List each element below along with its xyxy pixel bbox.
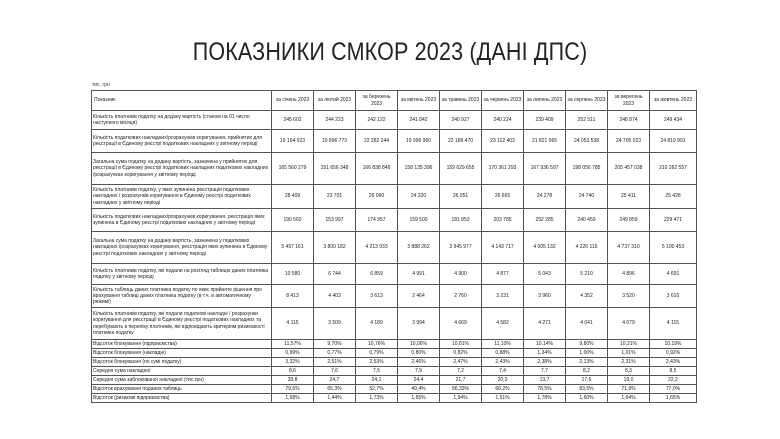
header-month: за серпень 2023 — [566, 91, 608, 111]
table-cell: 159 629 655 — [440, 153, 482, 185]
row-label: Кількість таблиць даних платника податку по яких прийняте рішення про врахування таблиці даних платника податку (в т.ч. в автоматичному режимі) — [92, 285, 272, 308]
table-cell: 229 471 — [650, 209, 697, 232]
table-cell: 241 842 — [398, 111, 440, 130]
row-label: Загальна сума податку на додану вартість, зазначена у прийнятих для реєстрації в Єдиному реєстрі податкових накладних податкових накладних /розрахунках коригування у звітному періоді — [92, 153, 272, 185]
table-cell: 10,21% — [608, 340, 650, 349]
table-cell: 292 285 — [524, 209, 566, 232]
table-row — [92, 308, 697, 340]
table-cell: 248 874 — [608, 111, 650, 130]
table-header-row — [92, 91, 697, 111]
table-cell: 7,2 — [440, 367, 482, 376]
header-month: за лютий 2023 — [314, 91, 356, 111]
table-cell: 242 122 — [356, 111, 398, 130]
table-row — [92, 264, 697, 285]
table-cell: 4 691 — [650, 264, 697, 285]
table-cell: 1,94% — [440, 394, 482, 403]
table-cell: 1,65% — [398, 394, 440, 403]
table-cell: 22 189 470 — [440, 130, 482, 153]
table-cell: 153 997 — [314, 209, 356, 232]
table-cell: 1,78% — [524, 394, 566, 403]
table-cell: 24,4 — [398, 376, 440, 385]
table-cell: 65,3% — [314, 385, 356, 394]
table-cell: 3,32% — [272, 358, 314, 367]
table-cell: 11,57% — [272, 340, 314, 349]
table-cell: 244 223 — [314, 111, 356, 130]
table-cell: 5 043 — [524, 264, 566, 285]
table-cell: 4 115 — [272, 308, 314, 340]
table-cell: 7,5 — [356, 367, 398, 376]
row-label: Середня сума накладної — [92, 367, 272, 376]
page-title: ПОКАЗНИКИ СМКОР 2023 (ДАНІ ДПС) — [192, 38, 588, 66]
table-cell: 19,0 — [608, 376, 650, 385]
table-cell: 71,9% — [608, 385, 650, 394]
table-cell: 13,7 — [524, 376, 566, 385]
table-cell: 6 859 — [356, 264, 398, 285]
table-row — [92, 185, 697, 209]
table-cell: 2 464 — [398, 285, 440, 308]
table-cell: 2,47% — [440, 358, 482, 367]
table-cell: 4 005 132 — [524, 232, 566, 264]
table-cell: 4 877 — [482, 264, 524, 285]
table-cell: 21 821 065 — [524, 130, 566, 153]
header-month: за червень 2023 — [482, 91, 524, 111]
table-cell: 17,6 — [566, 376, 608, 385]
table-row — [92, 340, 697, 349]
header-indicator: Показник — [92, 91, 272, 111]
table-cell: 4 226 115 — [566, 232, 608, 264]
table-row — [92, 394, 697, 403]
table-cell: 19 164 923 — [272, 130, 314, 153]
table-cell: 8 413 — [272, 285, 314, 308]
table-cell: 1,91% — [482, 394, 524, 403]
table-cell: 25 411 — [608, 185, 650, 209]
table-cell: 190 560 — [272, 209, 314, 232]
table-row — [92, 130, 697, 153]
table-cell: 22 282 244 — [356, 130, 398, 153]
table-cell: 3 509 — [314, 308, 356, 340]
table-cell: 240 224 — [482, 111, 524, 130]
table-cell: 1,65% — [650, 394, 697, 403]
table-cell: 24 278 — [524, 185, 566, 209]
table-cell: 2,43% — [482, 358, 524, 367]
table-cell: 245 602 — [272, 111, 314, 130]
table-cell: 7,9 — [398, 367, 440, 376]
table-cell: 1,73% — [356, 394, 398, 403]
table-cell: 3 994 — [398, 308, 440, 340]
table-cell: 25 428 — [650, 185, 697, 209]
table-cell: 11,10% — [482, 340, 524, 349]
table-cell: 4 896 — [608, 264, 650, 285]
table-cell: 2,53% — [356, 358, 398, 367]
table-cell: 2,13% — [566, 358, 608, 367]
row-label: Кількість платників податку, у яких зупинена реєстрація податкових накладних / розрахунків коригування в Єдиному реєстрі податкових накладних у звітному періоді — [92, 185, 272, 209]
table-cell: 4 079 — [608, 308, 650, 340]
table-cell: 23 701 — [314, 185, 356, 209]
table-cell: 3 809 182 — [314, 232, 356, 264]
table-cell: 9,70% — [314, 340, 356, 349]
table-cell: 3 613 — [356, 285, 398, 308]
header-month: за січень 2023 — [272, 91, 314, 111]
table-cell: 8,3 — [608, 367, 650, 376]
table-cell: 203 785 — [482, 209, 524, 232]
table-cell: 239 409 — [524, 111, 566, 130]
table-cell: 22,2 — [650, 376, 697, 385]
table-cell: 2 760 — [440, 285, 482, 308]
row-label: Відсоток блокування (підприємства) — [92, 340, 272, 349]
table-row — [92, 376, 697, 385]
table-cell: 77,0% — [650, 385, 697, 394]
header-month: за травень 2023 — [440, 91, 482, 111]
table-cell: 3 610 — [650, 285, 697, 308]
table-cell: 52,7% — [356, 385, 398, 394]
table-cell: 170 361 293 — [482, 153, 524, 185]
table-cell: 4 271 — [524, 308, 566, 340]
table-cell: 10,76% — [356, 340, 398, 349]
table-cell: 1,00% — [566, 349, 608, 358]
table-cell: 24,1 — [356, 376, 398, 385]
table-cell: 10 580 — [272, 264, 314, 285]
table-cell: 78,5% — [524, 385, 566, 394]
table-cell: 4 115 — [650, 308, 697, 340]
table-cell: 24 320 — [398, 185, 440, 209]
table-cell: 174 957 — [356, 209, 398, 232]
table-cell: 166 838 849 — [356, 153, 398, 185]
table-cell: 1,60% — [566, 394, 608, 403]
table-row — [92, 285, 697, 308]
table-cell: 7,7 — [524, 367, 566, 376]
table-cell: 4 352 — [566, 285, 608, 308]
table-cell: 240 459 — [566, 209, 608, 232]
table-cell: 3 888 262 — [398, 232, 440, 264]
table-cell: 0,79% — [356, 349, 398, 358]
row-label: Відсоток блокування (по сумі податку) — [92, 358, 272, 367]
table-cell: 0,80% — [398, 349, 440, 358]
table-cell: 24 053 538 — [566, 130, 608, 153]
table-cell: 10,06% — [398, 340, 440, 349]
table-row — [92, 358, 697, 367]
table-cell: 24 819 991 — [650, 130, 697, 153]
table-cell: 2,46% — [398, 358, 440, 367]
table-cell: 66,2% — [482, 385, 524, 394]
table-cell: 19 896 773 — [314, 130, 356, 153]
row-label: Кількість платників податку, які подали на розгляд таблицю даних платника податку у звітному періоді — [92, 264, 272, 285]
table-cell: 49,4% — [398, 385, 440, 394]
table-cell: 10,81% — [440, 340, 482, 349]
table-cell: 28,8 — [272, 376, 314, 385]
table-cell: 2,38% — [524, 358, 566, 367]
table-cell: 159 500 — [398, 209, 440, 232]
table-row — [92, 111, 697, 130]
table-row — [92, 232, 697, 264]
table-cell: 5 100 453 — [650, 232, 697, 264]
table-cell: 9,80% — [566, 340, 608, 349]
table-cell: 3 231 — [482, 285, 524, 308]
table-cell: 1,34% — [524, 349, 566, 358]
table-cell: 6 744 — [314, 264, 356, 285]
header-month: за жовтень 2023 — [650, 91, 697, 111]
table-cell: 167 936 597 — [524, 153, 566, 185]
header-month: за квітень 2023 — [398, 91, 440, 111]
table-cell: 7,4 — [482, 367, 524, 376]
row-label: Кількість платників податку, які подали податкові накладні / розрахунки коригування для реєстрації в Єдиному реєстрі податкових накладних та перебувають в переліку платників, які відповідають критеріям ризиковості платника податку — [92, 308, 272, 340]
row-label: Відсоток (ризикові підприємства) — [92, 394, 272, 403]
table-cell: 0,82% — [440, 349, 482, 358]
table-cell: 26 665 — [482, 185, 524, 209]
table-cell: 8,2 — [566, 367, 608, 376]
header-month: за вересень 2023 — [608, 91, 650, 111]
table-cell: 56,33% — [440, 385, 482, 394]
table-cell: 210 262 557 — [650, 153, 697, 185]
table-cell: 252 511 — [566, 111, 608, 130]
table-cell: 83,5% — [566, 385, 608, 394]
table-cell: 198 056 785 — [566, 153, 608, 185]
table-cell: 181 853 — [440, 209, 482, 232]
header-month: за березень 2023 — [356, 91, 398, 111]
table-cell: 4 143 717 — [482, 232, 524, 264]
table-row — [92, 367, 697, 376]
table-cell: 7,6 — [314, 367, 356, 376]
table-row — [92, 349, 697, 358]
table-cell: 2,51% — [314, 358, 356, 367]
row-label: Кількість податкових накладних/розрахунків коригування, прийнятих для реєстрації в Єдиному реєстрі податкових накладних у звітному періоді — [92, 130, 272, 153]
table-row — [92, 153, 697, 185]
table-cell: 249 859 — [608, 209, 650, 232]
table-cell: 4 582 — [482, 308, 524, 340]
table-cell: 3 945 977 — [440, 232, 482, 264]
table-cell: 240 927 — [440, 111, 482, 130]
table-cell: 4 991 — [398, 264, 440, 285]
table-cell: 205 457 038 — [608, 153, 650, 185]
table-cell: 151 656 348 — [314, 153, 356, 185]
row-label: Загальна сума податку на додану вартість, зазначена у податкових накладних /розрахунках коригування, реєстрація яких зупинена в Єдиному реєстрі податкових накладних у звітному періоді — [92, 232, 272, 264]
table-cell: 5 497 161 — [272, 232, 314, 264]
table-cell: 24 705 023 — [608, 130, 650, 153]
table-cell: 249 434 — [650, 111, 697, 130]
row-label: Відсоток врахування поданих таблиць — [92, 385, 272, 394]
table-cell: 4 189 — [356, 308, 398, 340]
row-label: Кількість податкових накладних/розрахунків коригування, реєстрація яких зупинена в Єдиному реєстрі податкових накладних у звітному періоді — [92, 209, 272, 232]
table-cell: 4 041 — [566, 308, 608, 340]
table-cell: 4 213 933 — [356, 232, 398, 264]
table-cell: 8,5 — [650, 367, 697, 376]
table-cell: 3 520 — [608, 285, 650, 308]
table-cell: 0,99% — [272, 349, 314, 358]
unit-label: тис. грн — [92, 82, 110, 88]
table-row — [92, 385, 697, 394]
table-cell: 79,5% — [272, 385, 314, 394]
table-cell: 158 135 396 — [398, 153, 440, 185]
table-cell: 4 669 — [440, 308, 482, 340]
table-cell: 4 900 — [440, 264, 482, 285]
table-cell: 24,7 — [314, 376, 356, 385]
table-body — [92, 111, 697, 403]
table-cell: 2,31% — [608, 358, 650, 367]
table-cell: 26 051 — [440, 185, 482, 209]
table-cell: 8,6 — [272, 367, 314, 376]
row-label: Кількість платників податку на додану вартість (станом на 01 число наступного місяця) — [92, 111, 272, 130]
table-cell: 1,01% — [608, 349, 650, 358]
table-cell: 1,68% — [272, 394, 314, 403]
indicators-table — [91, 90, 697, 403]
table-cell: 0,92% — [650, 349, 697, 358]
table-cell: 5 210 — [566, 264, 608, 285]
table-cell: 20,3 — [482, 376, 524, 385]
table-cell: 1,44% — [314, 394, 356, 403]
row-label: Середня сума заблокованої накладної (тис.грн) — [92, 376, 272, 385]
row-label: Відсоток блокування (накладні) — [92, 349, 272, 358]
table-cell: 28 409 — [272, 185, 314, 209]
table-cell: 23 112 403 — [482, 130, 524, 153]
table-cell: 19 996 960 — [398, 130, 440, 153]
table-cell: 1,64% — [608, 394, 650, 403]
table-cell: 0,77% — [314, 349, 356, 358]
table-cell: 10,19% — [650, 340, 697, 349]
table-row — [92, 209, 697, 232]
table-cell: 3 960 — [524, 285, 566, 308]
table-cell: 21,7 — [440, 376, 482, 385]
table-cell: 24 740 — [566, 185, 608, 209]
table-cell: 4 403 — [314, 285, 356, 308]
table-cell: 4 737 310 — [608, 232, 650, 264]
table-cell: 2,43% — [650, 358, 697, 367]
table-cell: 10,14% — [524, 340, 566, 349]
table-cell: 0,88% — [482, 349, 524, 358]
table-cell: 26 060 — [356, 185, 398, 209]
table-cell: 165 560 279 — [272, 153, 314, 185]
header-month: за липень 2023 — [524, 91, 566, 111]
